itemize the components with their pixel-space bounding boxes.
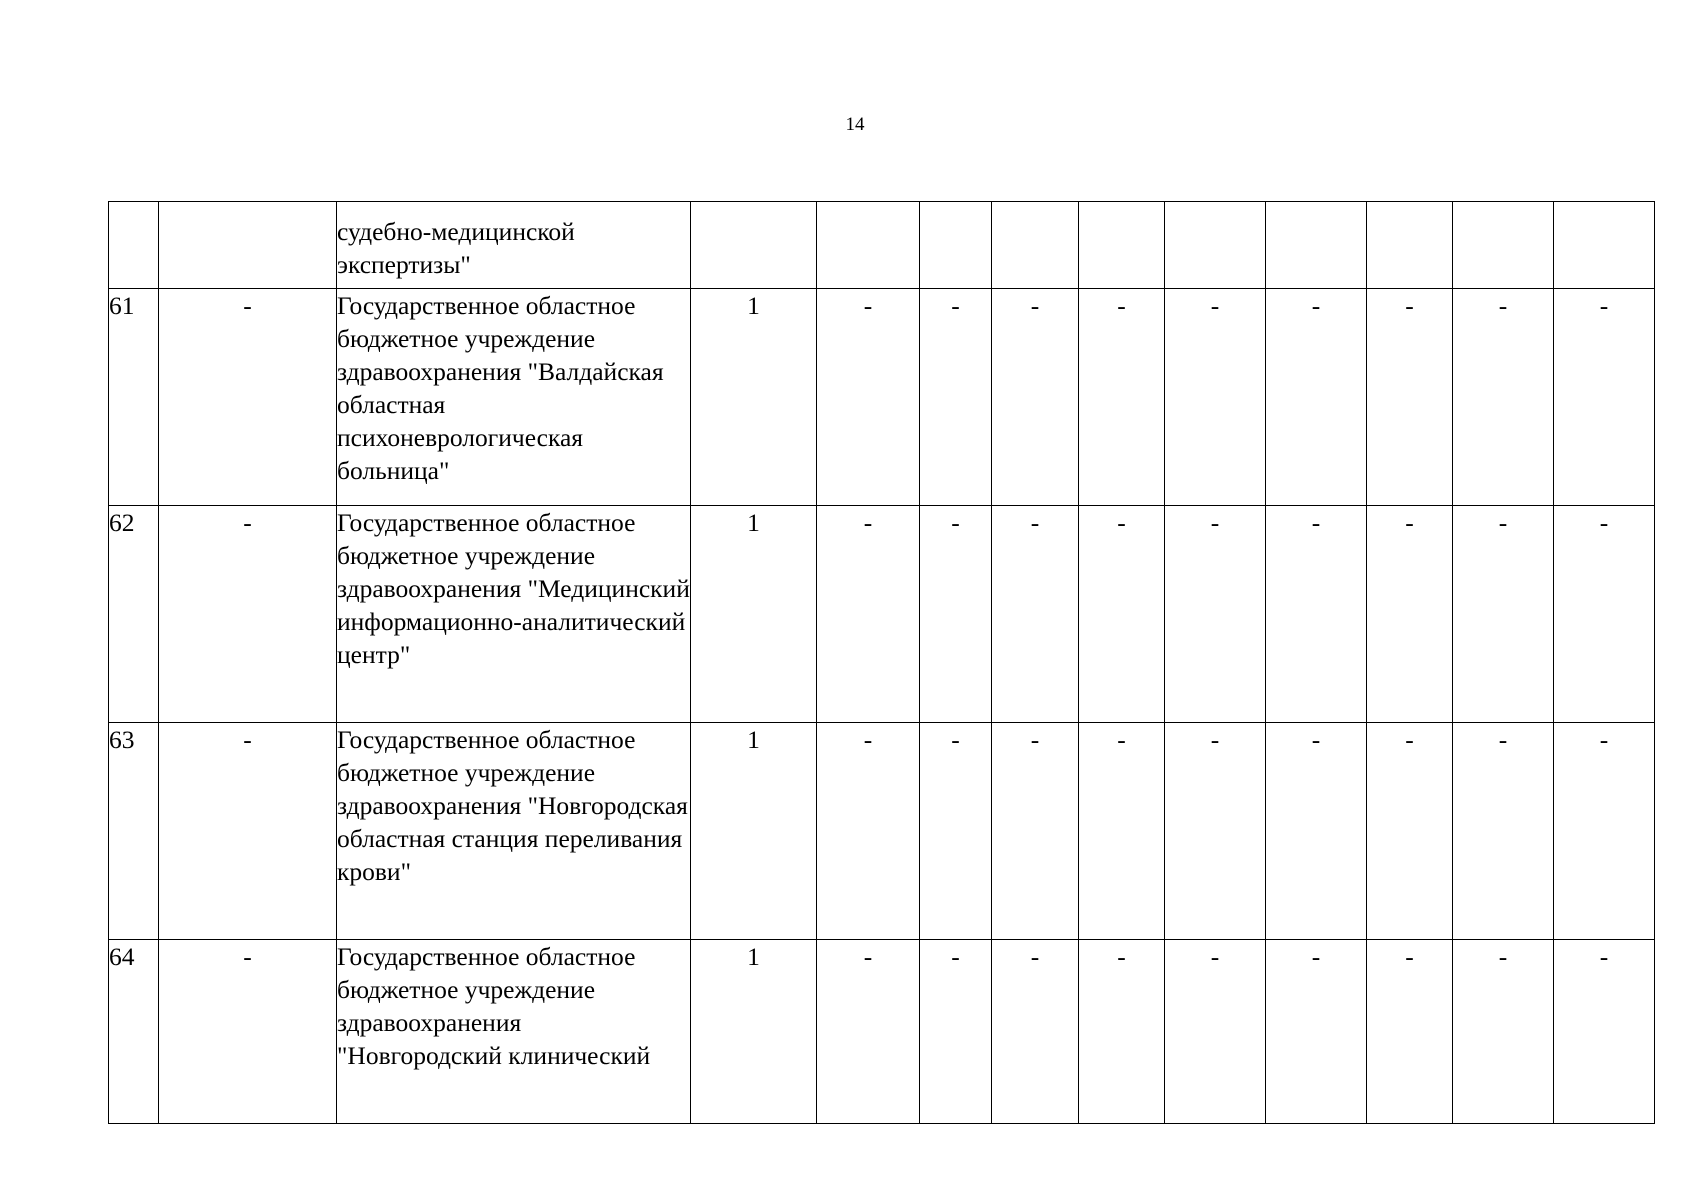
value-cell: - — [992, 289, 1079, 506]
value-cell: - — [1453, 506, 1554, 723]
row-code: - — [159, 940, 337, 1124]
value-cell — [1554, 202, 1655, 289]
value-cell: - — [1367, 940, 1453, 1124]
value-cell: 1 — [691, 506, 817, 723]
value-cell: 1 — [691, 723, 817, 940]
value-cell: - — [1453, 940, 1554, 1124]
value-cell: - — [1266, 289, 1367, 506]
row-code: - — [159, 506, 337, 723]
value-cell: - — [1554, 940, 1655, 1124]
value-cell: - — [920, 723, 992, 940]
value-cell: - — [1165, 940, 1266, 1124]
value-cell: - — [817, 506, 920, 723]
value-cell: - — [1554, 506, 1655, 723]
value-cell: - — [1079, 940, 1165, 1124]
value-cell: - — [992, 940, 1079, 1124]
value-cell: - — [920, 506, 992, 723]
value-cell: - — [992, 723, 1079, 940]
value-cell: - — [817, 289, 920, 506]
registry-table — [108, 201, 1655, 1124]
value-cell: - — [1453, 723, 1554, 940]
institution-name: Государственное областное бюджетное учреждение здравоохранения "Валдайская областная психоневрологическая больница" — [337, 289, 691, 506]
value-cell: - — [1266, 940, 1367, 1124]
row-number: 63 — [109, 723, 159, 940]
value-cell: - — [1266, 506, 1367, 723]
value-cell: 1 — [691, 289, 817, 506]
value-cell: - — [1554, 723, 1655, 940]
institution-name: судебно-медицинской экспертизы" — [337, 202, 691, 289]
row-number: 61 — [109, 289, 159, 506]
table-row — [109, 940, 1655, 1124]
row-number: 64 — [109, 940, 159, 1124]
value-cell: - — [920, 940, 992, 1124]
table-row — [109, 289, 1655, 506]
value-cell: - — [1079, 289, 1165, 506]
value-cell: - — [1367, 506, 1453, 723]
value-cell: - — [1554, 289, 1655, 506]
table-row — [109, 506, 1655, 723]
value-cell: - — [1165, 506, 1266, 723]
institution-name: Государственное областное бюджетное учреждение здравоохранения "Медицинский информационно-аналитический центр" — [337, 506, 691, 723]
table-row — [109, 723, 1655, 940]
value-cell — [1165, 202, 1266, 289]
value-cell: - — [1266, 723, 1367, 940]
value-cell — [1453, 202, 1554, 289]
row-code: - — [159, 289, 337, 506]
value-cell: - — [992, 506, 1079, 723]
value-cell — [691, 202, 817, 289]
value-cell: - — [817, 940, 920, 1124]
value-cell — [992, 202, 1079, 289]
value-cell — [817, 202, 920, 289]
page-number: 14 — [845, 114, 865, 135]
value-cell: - — [1367, 289, 1453, 506]
value-cell: - — [920, 289, 992, 506]
value-cell: 1 — [691, 940, 817, 1124]
row-code: - — [159, 723, 337, 940]
table-row — [109, 202, 1655, 289]
value-cell: - — [1165, 289, 1266, 506]
value-cell: - — [1367, 723, 1453, 940]
institution-name: Государственное областное бюджетное учреждение здравоохранения "Новгородский клинический — [337, 940, 691, 1124]
value-cell — [1079, 202, 1165, 289]
value-cell — [1266, 202, 1367, 289]
institution-name: Государственное областное бюджетное учреждение здравоохранения "Новгородская областная станция переливания крови" — [337, 723, 691, 940]
value-cell: - — [1079, 723, 1165, 940]
row-number — [109, 202, 159, 289]
value-cell — [920, 202, 992, 289]
value-cell: - — [1079, 506, 1165, 723]
value-cell: - — [1453, 289, 1554, 506]
row-code — [159, 202, 337, 289]
value-cell: - — [817, 723, 920, 940]
row-number: 62 — [109, 506, 159, 723]
value-cell: - — [1165, 723, 1266, 940]
value-cell — [1367, 202, 1453, 289]
